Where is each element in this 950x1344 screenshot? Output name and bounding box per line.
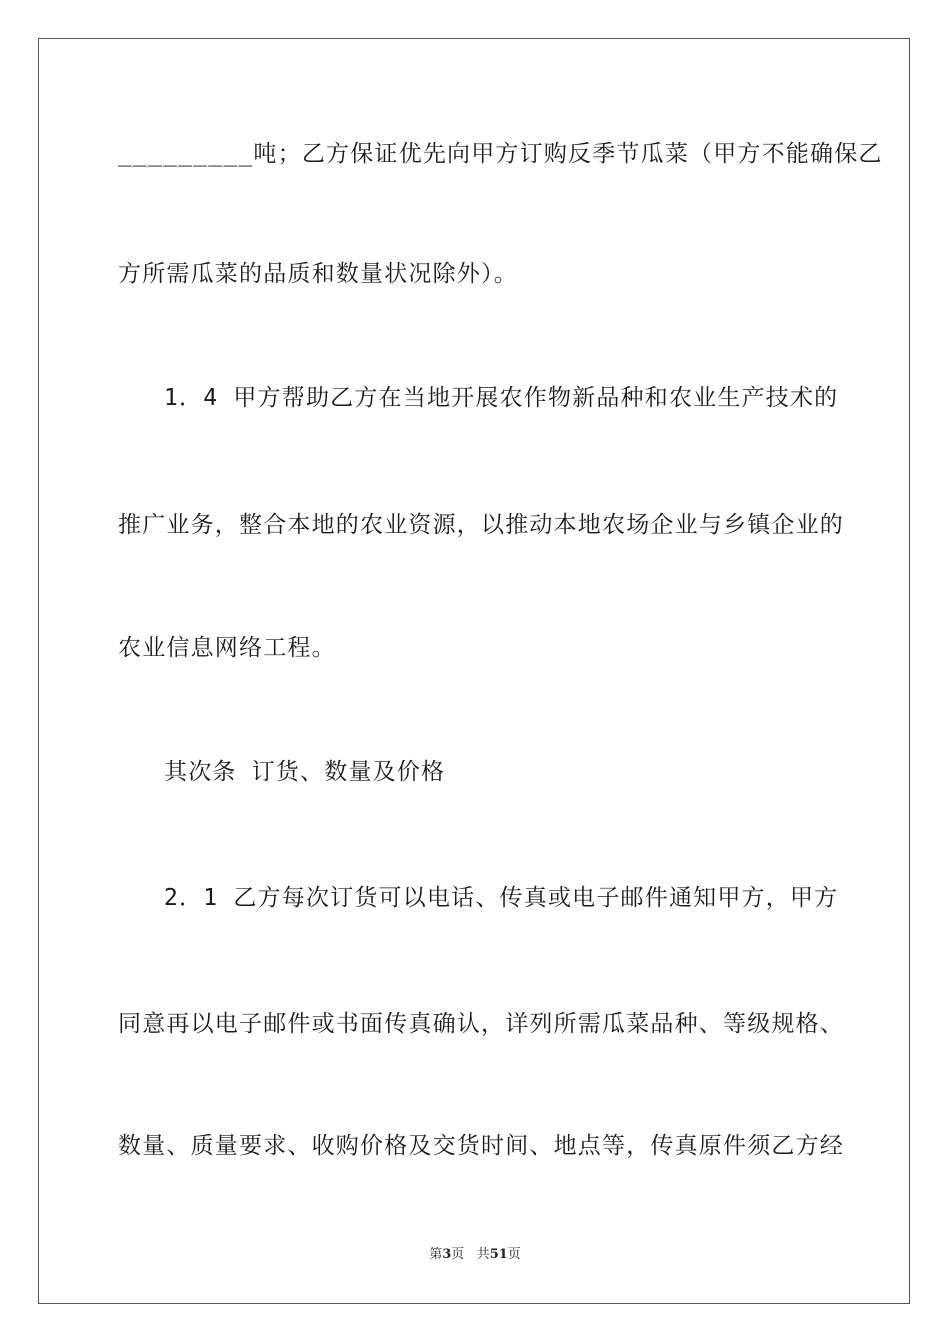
page-border	[38, 38, 910, 1304]
body-line-7: 2．1 乙方每次订货可以电话、传真或电子邮件通知甲方，甲方	[164, 885, 839, 911]
current-page-number: 3	[442, 1247, 452, 1262]
total-prefix: 共	[476, 1247, 490, 1262]
page-footer	[0, 1247, 950, 1263]
page-prefix: 第	[429, 1247, 443, 1262]
page-suffix: 页	[451, 1247, 465, 1262]
body-line-4: 推广业务，整合本地的农业资源，以推动本地农场企业与乡镇企业的	[118, 512, 844, 538]
section-heading: 其次条 订货、数量及价格	[164, 759, 446, 785]
body-line-3: 1．4 甲方帮助乙方在当地开展农作物新品种和农业生产技术的	[164, 385, 839, 411]
body-line-1: _________吨；乙方保证优先向甲方订购反季节瓜菜（甲方不能确保乙	[118, 141, 883, 167]
body-line-5: 农业信息网络工程。	[118, 635, 336, 661]
body-line-2: 方所需瓜菜的品质和数量状况除外）。	[118, 261, 518, 287]
total-pages-number: 51	[489, 1247, 508, 1262]
total-suffix: 页	[507, 1247, 521, 1262]
body-line-9: 数量、质量要求、收购价格及交货时间、地点等，传真原件须乙方经	[118, 1133, 844, 1159]
body-line-8: 同意再以电子邮件或书面传真确认，详列所需瓜菜品种、等级规格、	[118, 1011, 844, 1037]
